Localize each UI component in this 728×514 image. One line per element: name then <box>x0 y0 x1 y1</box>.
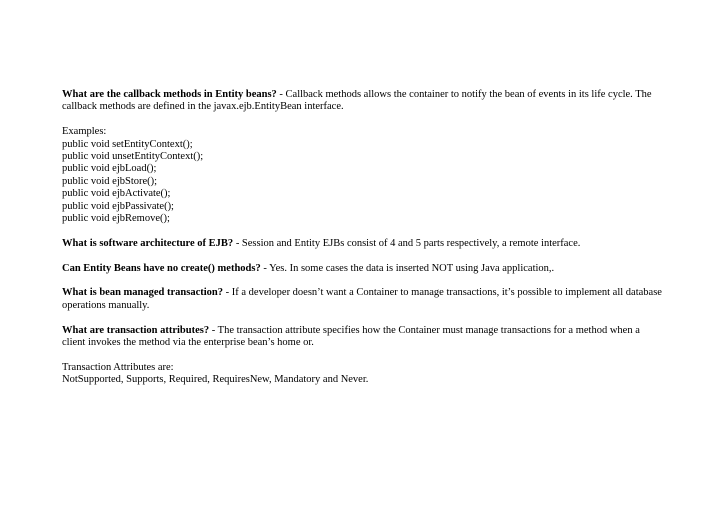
qa-callback-methods <box>62 89 662 114</box>
example-line: public void ejbStore(); <box>62 175 158 187</box>
examples-heading: Examples: <box>62 126 107 138</box>
question-text: What are transaction attributes? <box>62 324 210 336</box>
answer-text: - Session and Entity EJBs consist of 4 and 5 parts respectively, a remote interface. <box>233 237 581 249</box>
transaction-attributes-list <box>62 362 662 387</box>
examples-block <box>62 126 662 225</box>
qa-no-create-methods <box>62 263 662 275</box>
question-text: What is bean managed transaction? <box>62 287 224 299</box>
answer-text: - Callback methods allows the container to notify the bean of events in its life cycle. The callback methods are defined in the javax.ejb.EntityBean interface. <box>62 89 652 113</box>
example-line: public void ejbActivate(); <box>62 188 171 200</box>
example-line: public void unsetEntityContext(); <box>62 151 204 163</box>
answer-text: - The transaction attribute specifies how the Container must manage transactions for a method when a client invokes the method via the enterprise bean’s home or. <box>62 324 640 349</box>
question-text: Can Entity Beans have no create() methods? <box>62 262 261 274</box>
qa-software-architecture <box>62 238 662 250</box>
answer-text: - If a developer doesn’t want a Container to manage transactions, it’s possible to implement all database operations manually. <box>62 287 662 311</box>
transaction-attributes-heading: Transaction Attributes are: <box>62 361 174 373</box>
transaction-attributes-values: NotSupported, Supports, Required, RequiresNew, Mandatory and Never. <box>62 374 369 386</box>
example-line: public void setEntityContext(); <box>62 138 193 150</box>
example-line: public void ejbPassivate(); <box>62 200 174 212</box>
example-line: public void ejbLoad(); <box>62 163 157 175</box>
example-line: public void ejbRemove(); <box>62 213 170 225</box>
question-text: What is software architecture of EJB? <box>62 237 234 249</box>
document-page <box>62 89 662 399</box>
answer-text: - Yes. In some cases the data is inserted NOT using Java application,. <box>260 262 555 274</box>
qa-bean-managed-transaction <box>62 287 662 312</box>
question-text: What are the callback methods in Entity beans? <box>62 89 277 100</box>
qa-transaction-attributes <box>62 325 662 350</box>
